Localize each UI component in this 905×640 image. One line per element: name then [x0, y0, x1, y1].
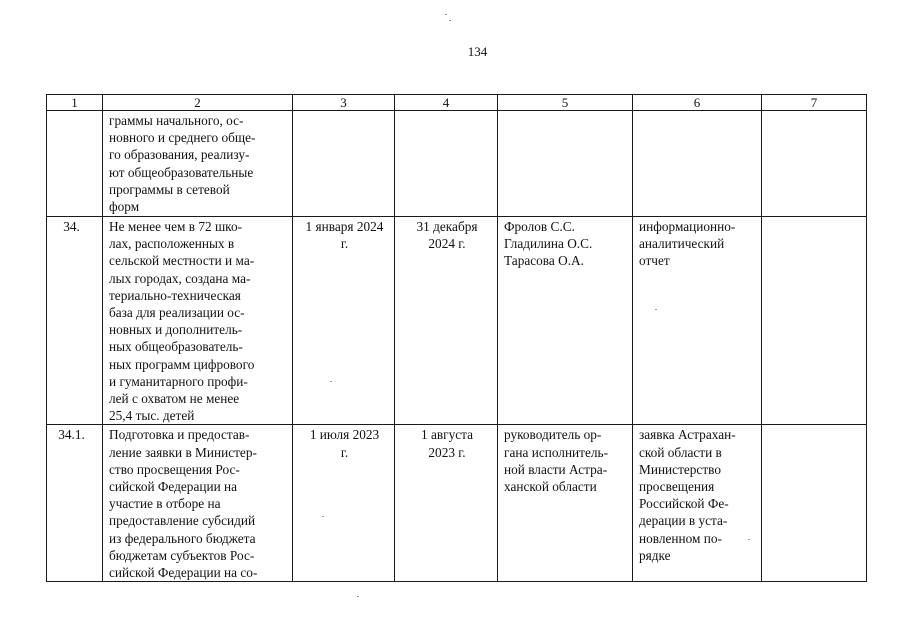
scan-speck [449, 20, 451, 21]
table-row [47, 111, 867, 217]
start-date-cell: 1 января 2024 г. [293, 217, 395, 425]
table-header-row [47, 95, 867, 111]
scan-speck [357, 596, 359, 597]
result-cell: информационно- аналитический отчет [633, 217, 762, 425]
table-row [47, 425, 867, 582]
scan-speck [655, 309, 657, 310]
result-cell: заявка Астрахан- ской области в Министерство просвещения Российской Фе- дерации в уста- новленном по- рядке [633, 425, 762, 582]
task-cell: граммы начального, ос- новного и среднего обще- го образования, реализу- ют общеобразовательные программы в сетевой форм [103, 111, 293, 217]
scan-speck [445, 14, 447, 15]
end-date-cell: 1 августа 2023 г. [395, 425, 498, 582]
table-row [47, 217, 867, 425]
row-number: 34.1. [47, 425, 103, 582]
column-header-3: 3 [293, 95, 395, 111]
row-number: 34. [47, 217, 103, 425]
scan-speck [748, 539, 750, 540]
column-header-4: 4 [395, 95, 498, 111]
responsible-cell: руководитель ор- гана исполнитель- ной власти Астра- ханской области [498, 425, 633, 582]
task-cell: Подготовка и предостав- ление заявки в Министер- ство просвещения Рос- сийской Федерации на участие в отборе на предоставление субсидий из федерального бюджета бюджетам субъектов Рос- сийской Федерации на со- [103, 425, 293, 582]
start-date-cell: 1 июля 2023 г. [293, 425, 395, 582]
end-date-cell: 31 декабря 2024 г. [395, 217, 498, 425]
start-date-cell [293, 111, 395, 217]
note-cell [762, 111, 867, 217]
column-header-6: 6 [633, 95, 762, 111]
scan-speck [322, 516, 324, 517]
task-cell: Не менее чем в 72 шко- лах, расположенных в сельской местности и ма- лых городах, создана ма- териально-техническая база для реализации ос- новных и дополнитель- ных общеобразователь- ных программ цифрового и гуманитарного профи- лей с охватом не менее 25,4 тыс. детей [103, 217, 293, 425]
result-cell [633, 111, 762, 217]
plan-table [46, 94, 867, 582]
responsible-cell [498, 111, 633, 217]
scan-speck [330, 381, 332, 382]
page-number: 134 [467, 44, 488, 59]
note-cell [762, 217, 867, 425]
column-header-5: 5 [498, 95, 633, 111]
end-date-cell [395, 111, 498, 217]
column-header-7: 7 [762, 95, 867, 111]
note-cell [762, 425, 867, 582]
row-number [47, 111, 103, 217]
column-header-2: 2 [103, 95, 293, 111]
column-header-1: 1 [47, 95, 103, 111]
responsible-cell: Фролов С.С. Гладилина О.С. Тарасова О.А. [498, 217, 633, 425]
